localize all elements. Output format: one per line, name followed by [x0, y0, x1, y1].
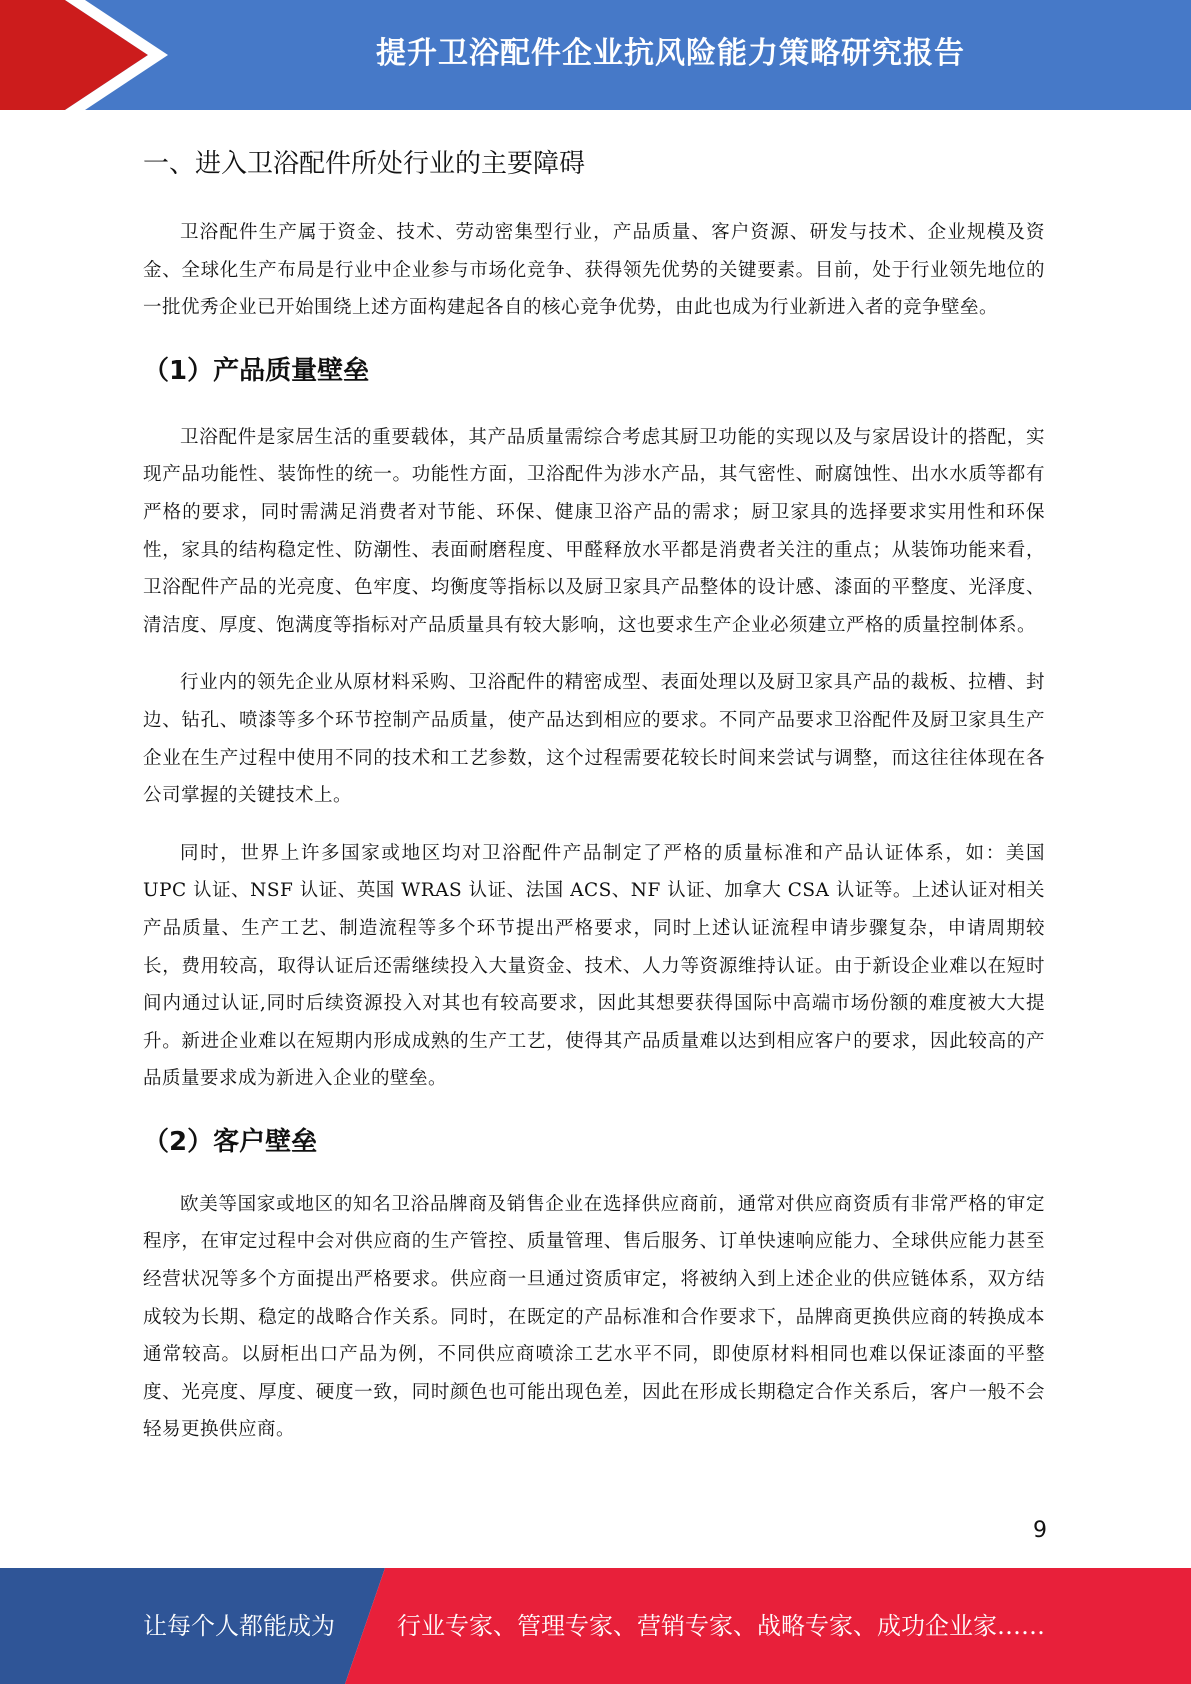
paragraph: 同时，世界上许多国家或地区均对卫浴配件产品制定了严格的质量标准和产品认证体系，如：美国 UPC 认证、NSF 认证、英国 WRAS 认证、法国 ACS、NF 认证、加拿大 CSA 认证等。上述认证对相关产品质量、生产工艺、制造流程等多个环节提出严格要求，同时上述认证流程申请步骤复杂，申请周期较长，费用较高，取得认证后还需继续投入大量资金、技术、人力等资源维持认证。由于新设企业难以在短时间内通过认证,同时后续资源投入对其也有较高要求，因此其想要获得国际中高端市场份额的难度被大大提升。新进企业难以在短期内形成成熟的生产工艺，使得其产品质量难以达到相应客户的要求，因此较高的产品质量要求成为新进入企业的壁垒。 [143, 842, 1045, 1090]
footer-slogan-left: 让每个人都能成为 [143, 1612, 335, 1640]
report-title: 提升卫浴配件企业抗风险能力策略研究报告 [376, 36, 965, 71]
page-footer [0, 1568, 1191, 1684]
section-heading: 一、进入卫浴配件所处行业的主要障碍 [143, 149, 586, 179]
page-number: 9 [1033, 1518, 1047, 1543]
intro-paragraph: 卫浴配件生产属于资金、技术、劳动密集型行业，产品质量、客户资源、研发与技术、企业规模及资金、全球化生产布局是行业中企业参与市场化竞争、获得领先优势的关键要素。目前，处于行业领先地位的一批优秀企业已开始围绕上述方面构建起各自的核心竞争优势，由此也成为行业新进入者的竞争壁垒。 [143, 222, 1045, 319]
subheading-customer-barrier: （2）客户壁垒 [143, 1126, 318, 1157]
paragraph: 欧美等国家或地区的知名卫浴品牌商及销售企业在选择供应商前，通常对供应商资质有非常严格的审定程序，在审定过程中会对供应商的生产管控、质量管理、售后服务、订单快速响应能力、全球供应能力甚至经营状况等多个方面提出严格要求。供应商一旦通过资质审定，将被纳入到上述企业的供应链体系，双方结成较为长期、稳定的战略合作关系。同时，在既定的产品标准和合作要求下，品牌商更换供应商的转换成本通常较高。以厨柜出口产品为例，不同供应商喷涂工艺水平不同，即使原材料相同也难以保证漆面的平整度、光亮度、厚度、硬度一致，同时颜色也可能出现色差，因此在形成长期稳定合作关系后，客户一般不会轻易更换供应商。 [143, 1193, 1045, 1441]
subheading-product-quality: （1）产品质量壁垒 [143, 355, 370, 386]
page-header [0, 0, 1191, 110]
paragraph: 行业内的领先企业从原材料采购、卫浴配件的精密成型、表面处理以及厨卫家具产品的裁板、拉槽、封边、钻孔、喷漆等多个环节控制产品质量，使产品达到相应的要求。不同产品要求卫浴配件及厨卫家具生产企业在生产过程中使用不同的技术和工艺参数，这个过程需要花较长时间来尝试与调整，而这往往体现在各公司掌握的关键技术上。 [143, 672, 1045, 807]
footer-slogan-right: 行业专家、管理专家、营销专家、战略专家、成功企业家…… [397, 1612, 1045, 1640]
main-content [143, 128, 1045, 1449]
paragraph: 卫浴配件是家居生活的重要载体，其产品质量需综合考虑其厨卫功能的实现以及与家居设计的搭配，实现产品功能性、装饰性的统一。功能性方面，卫浴配件为涉水产品，其气密性、耐腐蚀性、出水水质等都有严格的要求，同时需满足消费者对节能、环保、健康卫浴产品的需求；厨卫家具的选择要求实用性和环保性，家具的结构稳定性、防潮性、表面耐磨程度、甲醛释放水平都是消费者关注的重点；从装饰功能来看，卫浴配件产品的光亮度、色牢度、均衡度等指标以及厨卫家具产品整体的设计感、漆面的平整度、光泽度、清洁度、厚度、饱满度等指标对产品质量具有较大影响，这也要求生产企业必须建立严格的质量控制体系。 [143, 426, 1045, 636]
